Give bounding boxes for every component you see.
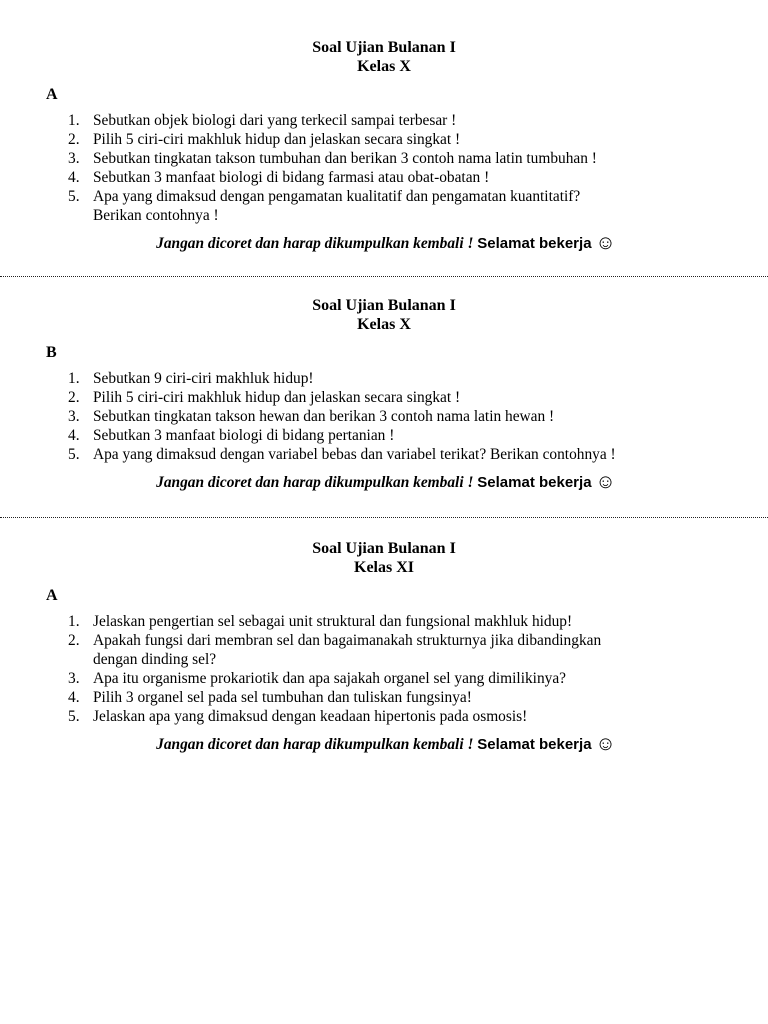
question-item: [0, 369, 768, 388]
question-item: [0, 688, 768, 707]
section-divider: [0, 517, 768, 518]
exam-section-3: [0, 539, 768, 757]
question-item: [0, 426, 768, 445]
question-text: Sebutkan tingkatan takson hewan dan berikan 3 contoh nama latin hewan !: [93, 408, 555, 425]
exam-section-1: [0, 38, 768, 256]
question-text: Apa itu organisme prokariotik dan apa sajakah organel sel yang dimilikinya?: [93, 670, 566, 687]
question-text-continued: dengan dinding sel?: [93, 651, 217, 668]
exam-section-2: [0, 296, 768, 495]
question-text: Jelaskan pengertian sel sebagai unit struktural dan fungsional makhluk hidup!: [93, 613, 573, 630]
question-item: [0, 149, 768, 168]
section-divider: [0, 276, 768, 277]
question-list: [0, 369, 768, 464]
question-number: 3.: [68, 150, 80, 167]
smiley-icon: ☺: [595, 733, 616, 755]
footer-note: [0, 732, 768, 757]
question-item: [0, 707, 768, 726]
footer-warning: Jangan dicoret dan harap dikumpulkan kembali !: [156, 736, 474, 753]
question-number: 1.: [68, 112, 80, 129]
question-number: 1.: [68, 613, 80, 630]
question-number: 2.: [68, 632, 80, 649]
question-item: [0, 612, 768, 631]
class-name: Kelas X: [357, 316, 411, 333]
question-item: [0, 168, 768, 187]
smiley-icon: ☺: [595, 232, 616, 254]
class-name: Kelas XI: [354, 559, 414, 576]
exam-title: Soal Ujian Bulanan I: [312, 540, 456, 557]
variant-label: B: [46, 344, 57, 361]
question-text: Sebutkan objek biologi dari yang terkecil sampai terbesar !: [93, 112, 457, 129]
question-number: 2.: [68, 389, 80, 406]
variant-label: A: [46, 587, 58, 604]
question-item: [0, 407, 768, 426]
smiley-icon: ☺: [595, 471, 616, 493]
question-number: 1.: [68, 370, 80, 387]
question-list: [0, 612, 768, 726]
question-number: 3.: [68, 670, 80, 687]
footer-greeting: Selamat bekerja: [477, 736, 592, 753]
question-number: 2.: [68, 131, 80, 148]
question-text: Apa yang dimaksud dengan pengamatan kualitatif dan pengamatan kuantitatif?: [93, 188, 581, 205]
question-text: Sebutkan 3 manfaat biologi di bidang farmasi atau obat-obatan !: [93, 169, 490, 186]
footer-note: [0, 470, 768, 495]
question-list: [0, 111, 768, 225]
question-text: Sebutkan tingkatan takson tumbuhan dan berikan 3 contoh nama latin tumbuhan !: [93, 150, 597, 167]
question-number: 4.: [68, 689, 80, 706]
question-item: [0, 445, 768, 464]
footer-greeting: Selamat bekerja: [477, 474, 592, 491]
question-item: [0, 130, 768, 149]
class-name: Kelas X: [357, 58, 411, 75]
footer-warning: Jangan dicoret dan harap dikumpulkan kembali !: [156, 235, 474, 252]
question-number: 5.: [68, 188, 80, 205]
footer-greeting: Selamat bekerja: [477, 235, 592, 252]
question-item: [0, 187, 768, 225]
question-text: Pilih 5 ciri-ciri makhluk hidup dan jelaskan secara singkat !: [93, 131, 461, 148]
question-text-continued: Berikan contohnya !: [93, 207, 219, 224]
question-text: Sebutkan 9 ciri-ciri makhluk hidup!: [93, 370, 314, 387]
question-number: 3.: [68, 408, 80, 425]
footer-note: [0, 231, 768, 256]
question-item: [0, 111, 768, 130]
question-text: Pilih 3 organel sel pada sel tumbuhan dan tuliskan fungsinya!: [93, 689, 472, 706]
exam-title: Soal Ujian Bulanan I: [312, 39, 456, 56]
question-number: 4.: [68, 427, 80, 444]
question-number: 5.: [68, 708, 80, 725]
question-item: [0, 631, 768, 669]
variant-label: A: [46, 86, 58, 103]
question-text: Apakah fungsi dari membran sel dan bagaimanakah strukturnya jika dibandingkan: [93, 632, 602, 649]
question-text: Pilih 5 ciri-ciri makhluk hidup dan jelaskan secara singkat !: [93, 389, 461, 406]
exam-title: Soal Ujian Bulanan I: [312, 297, 456, 314]
footer-warning: Jangan dicoret dan harap dikumpulkan kembali !: [156, 474, 474, 491]
question-item: [0, 388, 768, 407]
question-text: Apa yang dimaksud dengan variabel bebas dan variabel terikat? Berikan contohnya !: [93, 446, 616, 463]
question-text: Jelaskan apa yang dimaksud dengan keadaan hipertonis pada osmosis!: [93, 708, 528, 725]
question-text: Sebutkan 3 manfaat biologi di bidang pertanian !: [93, 427, 395, 444]
question-number: 5.: [68, 446, 80, 463]
question-number: 4.: [68, 169, 80, 186]
question-item: [0, 669, 768, 688]
